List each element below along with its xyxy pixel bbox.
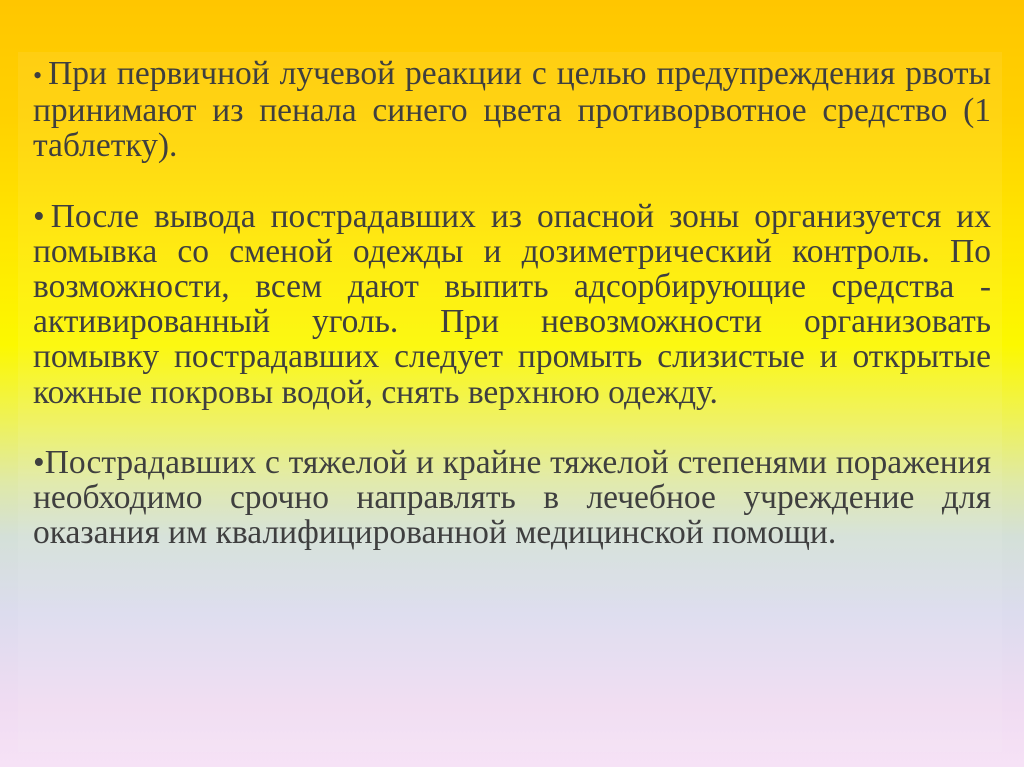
bullet-icon: • [33, 61, 43, 90]
paragraph-text: Пострадавших с тяжелой и крайне тяжелой степенями поражения необходимо срочно направлять в лечебное учреждение для оказания им квалифицированной медицинской помощи. [33, 443, 991, 552]
bullet-paragraph-3 [33, 445, 991, 551]
bullet-icon: • [33, 443, 45, 481]
paragraph-text: После вывода пострадавших из опасной зоны организуется их помывка со сменой одежды и дозиметрический контроль. По возможности, всем дают выпить адсорбирующие средства - активированный уголь. При невозможности организовать помывку пострадавших следует промыть слизистые и открытые кожные покровы водой, снять верхнюю одежду. [33, 197, 991, 411]
slide-content [33, 56, 991, 550]
bullet-icon: • [33, 197, 45, 235]
bullet-paragraph-1 [33, 56, 991, 164]
paragraph-text: При первичной лучевой реакции с целью предупреждения рвоты принимают из пенала синего цвета противорвотное средство (1 таблетку). [33, 55, 991, 165]
bullet-paragraph-2 [33, 199, 991, 410]
